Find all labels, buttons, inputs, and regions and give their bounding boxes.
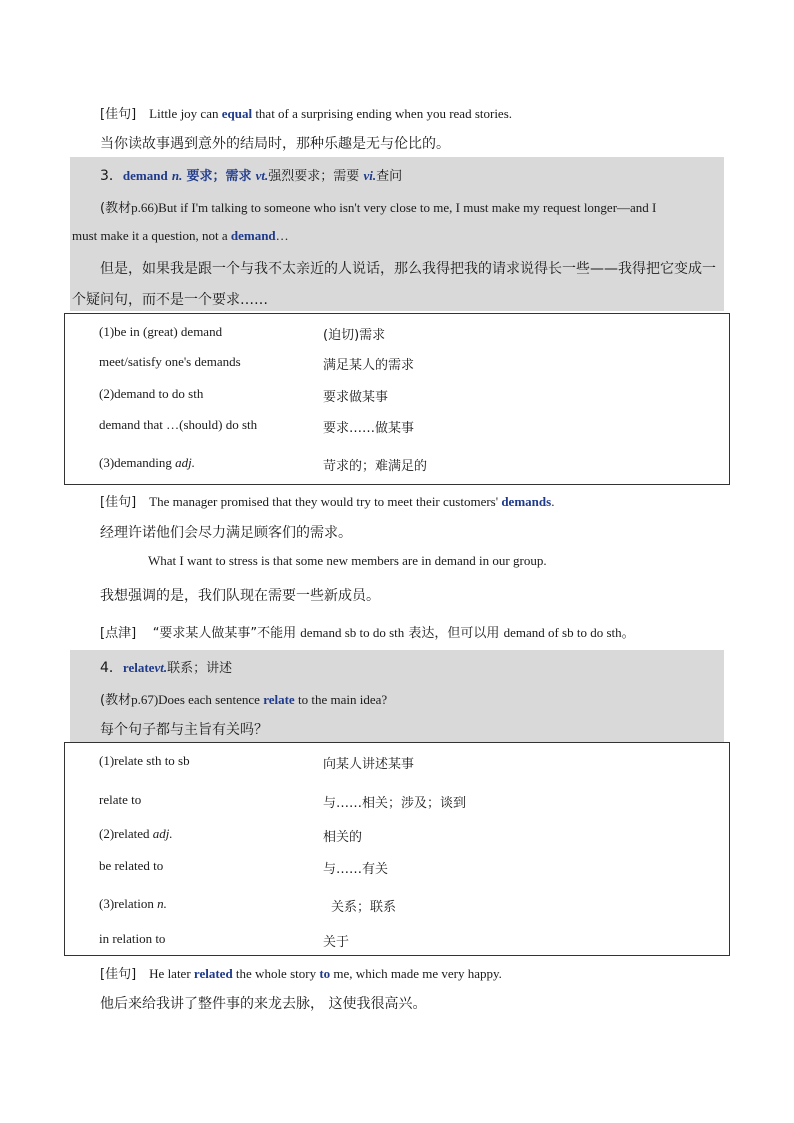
phrase-en xyxy=(99,455,195,471)
phrase-table-demand xyxy=(64,313,730,485)
pos-label: n. xyxy=(157,896,167,911)
example-tag: [佳句] xyxy=(100,107,137,122)
text-segment: 。 xyxy=(621,626,635,641)
phrase-zh: 相关的 xyxy=(323,830,363,845)
example-tag: [佳句] xyxy=(100,495,137,510)
example-sentence-en: What I want to stress is that some new members are in demand in our group. xyxy=(148,553,547,568)
source-sentence-line1 xyxy=(100,197,656,216)
phrase-zh: 要求……做某事 xyxy=(323,421,415,436)
phrase-zh: 与……相关；涉及；谈到 xyxy=(323,796,467,811)
phrase-en: (1)be in (great) demand xyxy=(99,324,223,339)
text-segment: demand of sb to do sth xyxy=(503,625,622,640)
phrase-word: (2)related xyxy=(99,826,153,841)
example-tag: [佳句] xyxy=(100,967,137,982)
phrase-en xyxy=(99,826,173,842)
text-segment: the whole story xyxy=(232,966,320,981)
usage-note xyxy=(100,622,635,641)
example-translation: 我想强调的是，我们队现在需要一些新成员。 xyxy=(100,588,380,604)
text-segment: p.67)Does each sentence xyxy=(131,692,264,707)
phrase-zh: (迫切)需求 xyxy=(323,328,386,343)
text-segment: Little joy can xyxy=(149,106,222,121)
meaning: 联系；讲述 xyxy=(167,661,233,676)
example-sentence-en xyxy=(100,963,502,982)
pos-label: adj. xyxy=(175,455,196,470)
pos-label: n. xyxy=(171,168,183,183)
example-sentence-en xyxy=(100,103,512,122)
keyword: demands xyxy=(501,494,552,509)
section-3-heading xyxy=(100,165,402,185)
example-sentence-en xyxy=(100,491,554,510)
note-tag: [点津] xyxy=(100,626,137,641)
keyword: equal xyxy=(221,106,253,121)
example-translation: 经理许诺他们会尽力满足顾客们的需求。 xyxy=(100,525,352,541)
section-number: 4． xyxy=(100,660,123,676)
keyword: relate xyxy=(263,692,295,707)
pos-label: adj. xyxy=(152,826,173,841)
keyword: related xyxy=(193,966,233,981)
phrase-zh: 关于 xyxy=(323,935,350,950)
text-segment: demand sb to do sth xyxy=(300,625,405,640)
phrase-zh: 满足某人的需求 xyxy=(323,358,415,373)
keyword: to xyxy=(319,966,331,981)
source-tag: (教材 xyxy=(100,693,132,708)
phrase-en: in relation to xyxy=(99,931,166,946)
meaning: 查问 xyxy=(376,169,403,184)
phrase-zh: 要求做某事 xyxy=(323,390,389,405)
phrase-en: relate to xyxy=(99,792,142,807)
phrase-en: (1)relate sth to sb xyxy=(99,753,190,768)
source-sentence xyxy=(100,689,387,708)
phrase-zh: 苛求的；难满足的 xyxy=(323,459,428,474)
text-segment: p.66)But if I'm talking to someone who isn't very close to me, I must make my request longer—and I xyxy=(131,200,657,215)
meaning: 要求；需求 xyxy=(186,169,252,184)
source-translation-line2: 个疑问句，而不是一个要求…… xyxy=(72,292,268,308)
source-tag: (教材 xyxy=(100,201,132,216)
source-translation: 每个句子都与主旨有关吗？ xyxy=(100,722,268,738)
text-segment: me, which made me very happy. xyxy=(330,966,502,981)
text-segment: “要求某人做某事”不能用 xyxy=(152,626,301,641)
text-segment: 表达，但可以用 xyxy=(404,626,504,641)
phrase-en xyxy=(99,896,167,912)
phrase-en: (2)demand to do sth xyxy=(99,386,204,401)
phrase-zh: 向某人讲述某事 xyxy=(323,757,415,772)
text-segment: that of a surprising ending when you read stories. xyxy=(252,106,513,121)
phrase-table-relate xyxy=(64,742,730,956)
pos-label: vt. xyxy=(255,168,269,183)
text-segment: … xyxy=(275,228,289,243)
text-segment: to the main idea? xyxy=(294,692,388,707)
example-translation: 他后来给我讲了整件事的来龙去脉， 这使我很高兴。 xyxy=(100,996,427,1012)
headword: demand xyxy=(122,168,168,183)
source-translation-line1: 但是，如果我是跟一个与我不太亲近的人说话，那么我得把我的请求说得长一些——我得把它变成一 xyxy=(100,261,716,277)
phrase-zh: 关系；联系 xyxy=(331,900,397,915)
phrase-en: meet/satisfy one's demands xyxy=(99,354,241,369)
text-segment: He later xyxy=(149,966,194,981)
headword: relate xyxy=(122,660,155,675)
phrase-word: (3)relation xyxy=(99,896,158,911)
pos-label: vi. xyxy=(363,168,377,183)
section-number: 3． xyxy=(100,168,123,184)
phrase-en: demand that …(should) do sth xyxy=(99,417,258,432)
meaning: 强烈要求；需要 xyxy=(268,169,360,184)
pos-label: vt. xyxy=(154,660,168,675)
text-segment: . xyxy=(551,494,555,509)
phrase-zh: 与……有关 xyxy=(323,862,389,877)
source-sentence-line2 xyxy=(72,228,289,244)
keyword: demand xyxy=(230,228,276,243)
section-4-heading xyxy=(100,657,232,677)
phrase-en: be related to xyxy=(99,858,164,873)
text-segment: must make it a question, not a xyxy=(72,228,231,243)
example-translation: 当你读故事遇到意外的结局时，那种乐趣是无与伦比的。 xyxy=(100,136,450,152)
text-segment: The manager promised that they would try to meet their customers' xyxy=(149,494,502,509)
phrase-word: (3)demanding xyxy=(99,455,176,470)
